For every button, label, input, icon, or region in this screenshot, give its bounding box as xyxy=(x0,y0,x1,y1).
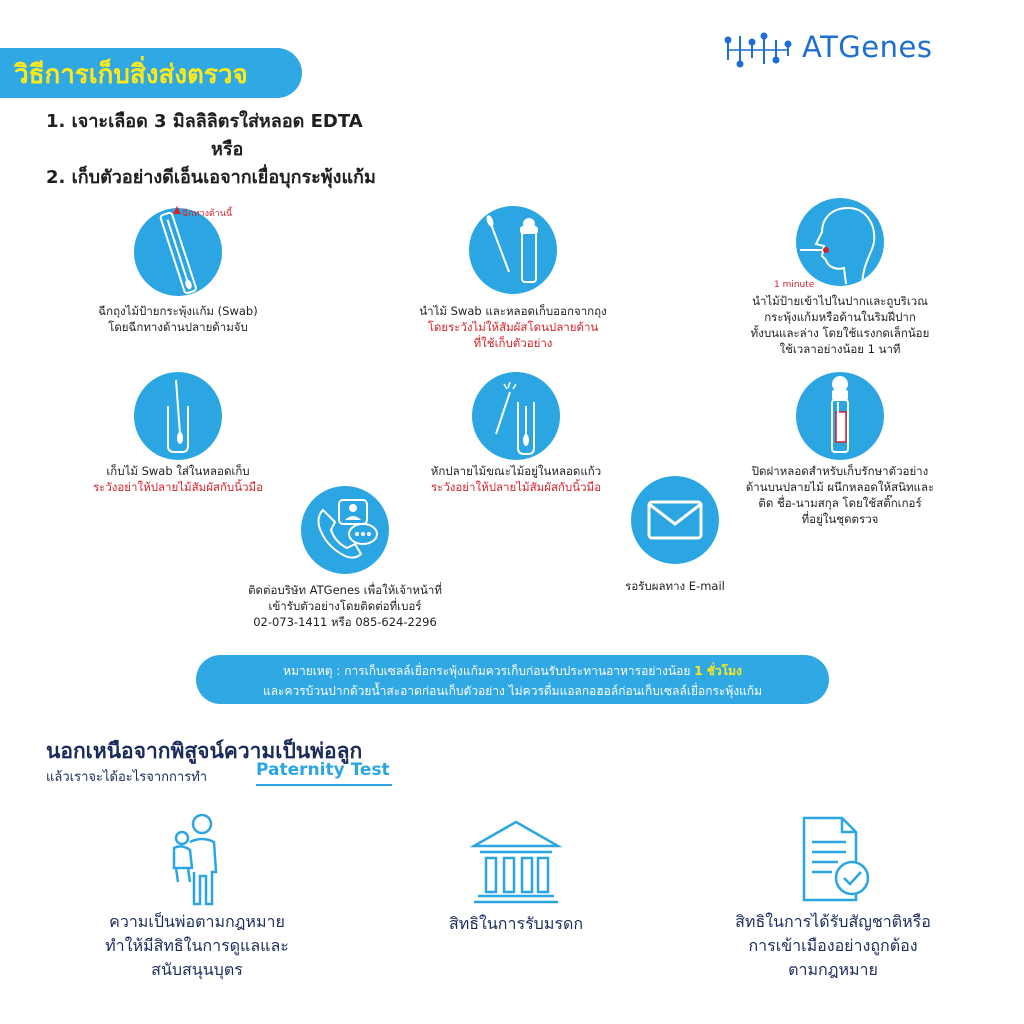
tear-arrow-icon xyxy=(173,206,181,214)
atgenes-logo xyxy=(722,30,972,70)
step-4-caption: เก็บไม้ Swab ใส่ในหลอดเก็บ ระวังอย่าให้ปลายไม้สัมผัสกับนิ้วมือ xyxy=(92,464,264,494)
method-2-heading: 2. เก็บตัวอย่างดีเอ็นเอจากเยื่อบุกระพุ้งแก้ม xyxy=(46,167,376,188)
step-2-caption: นำไม้ Swab และหลอดเก็บออกจากถุง โดยระวังไม่ให้สัมผัสโดนปลายด้าน ที่ใช้เก็บตัวอย่าง xyxy=(419,304,607,350)
step-8-circle xyxy=(631,476,719,564)
step-7-circle xyxy=(301,486,389,574)
brand-name: ATGenes xyxy=(802,30,933,64)
note-line-1: หมายเหตุ : การเก็บเซลล์เยื่อกระพุ้งแก้มควรเก็บก่อนรับประทานอาหารอย่างน้อย 1 ชั่วโมง xyxy=(283,664,742,678)
step-1-annotation: ฉีกทางด้านนี้ xyxy=(182,209,233,219)
benefit-3-caption: สิทธิในการได้รับสัญชาติหรือ การเข้าเมืองอย่างถูกต้อง ตามกฎหมาย xyxy=(735,912,931,979)
step-2-circle xyxy=(469,206,557,294)
paternity-test-highlight: Paternity Test xyxy=(256,760,392,786)
dna-logo-icon xyxy=(722,32,794,68)
document-check-icon xyxy=(798,814,876,906)
face-swab-icon xyxy=(796,198,884,286)
title-banner xyxy=(0,48,302,98)
step-3-annotation: 1 minute xyxy=(774,280,815,290)
step-6-caption: ปิดฝาหลอดสำหรับเก็บรักษาตัวอย่าง ด้านบนปลายไม้ ผนึกหลอดให้สนิทและ ติด ชื่อ-นามสกุล โดยใช้สติ๊กเกอร์ ที่อยู่ในชุดตรวจ xyxy=(745,464,935,526)
step-3-caption: นำไม้ป้ายเข้าไปในปากและถูบริเวณ กระพุ้งแก้มหรือด้านในริมฝีปาก ทั้งบนและล่าง โดยใช้แรงกดเล็กน้อย ใช้เวลาอย่างน้อย 1 นาที xyxy=(750,294,930,356)
swab-and-tube-icon xyxy=(469,206,557,294)
step-1-circle xyxy=(134,208,222,296)
or-heading: หรือ xyxy=(211,139,244,160)
step-5-circle xyxy=(472,372,560,460)
email-envelope-icon xyxy=(631,476,719,564)
page-title: วิธีการเก็บสิ่งส่งตรวจ xyxy=(14,60,248,90)
benefit-2-caption: สิทธิในการรับมรดก xyxy=(448,914,584,933)
step-3-circle xyxy=(796,198,884,286)
swab-package-icon xyxy=(134,208,222,296)
step-7-caption: ติดต่อบริษัท ATGenes เพื่อให้เจ้าหน้าที่ เข้ารับตัวอย่างโดยติดต่อที่เบอร์ 02-073-1411 หรือ 085-624-2296 xyxy=(248,583,442,629)
swab-in-tube-icon xyxy=(134,372,222,460)
bank-building-icon xyxy=(470,816,562,908)
sealed-tube-icon xyxy=(796,372,884,460)
step-4-circle xyxy=(134,372,222,460)
benefits-subtitle: แล้วเราจะได้อะไรจากการทำ xyxy=(46,770,208,785)
note-line-2: และควรบ้วนปากด้วยน้ำสะอาดก่อนเก็บตัวอย่าง ไม่ควรดื่มแอลกอฮอล์ก่อนเก็บเซลล์เยื่อกระพุ้งแก้ม xyxy=(262,684,763,698)
step-6-circle xyxy=(796,372,884,460)
method-1-heading: 1. เจาะเลือด 3 มิลลิลิตรใส่หลอด EDTA xyxy=(46,111,363,132)
step-8-caption: รอรับผลทาง E-mail xyxy=(625,579,725,593)
benefit-1-caption: ความเป็นพ่อตามกฎหมาย ทำให้มีสิทธิในการดูแลและ สนับสนุนบุตร xyxy=(105,912,289,979)
phone-contact-icon xyxy=(301,486,389,574)
father-child-icon xyxy=(160,812,232,908)
step-5-caption: หักปลายไม้ขณะไม้อยู่ในหลอดแก้ว ระวังอย่าให้ปลายไม้สัมผัสกับนิ้วมือ xyxy=(430,464,602,494)
break-swab-icon xyxy=(472,372,560,460)
benefits-title: นอกเหนือจากพิสูจน์ความเป็นพ่อลูก xyxy=(46,739,363,763)
note-banner xyxy=(196,655,829,704)
step-1-caption: ฉีกถุงไม้ป้ายกระพุ้งแก้ม (Swab) โดยฉีกทางด้านปลายด้ามจับ xyxy=(98,304,258,334)
